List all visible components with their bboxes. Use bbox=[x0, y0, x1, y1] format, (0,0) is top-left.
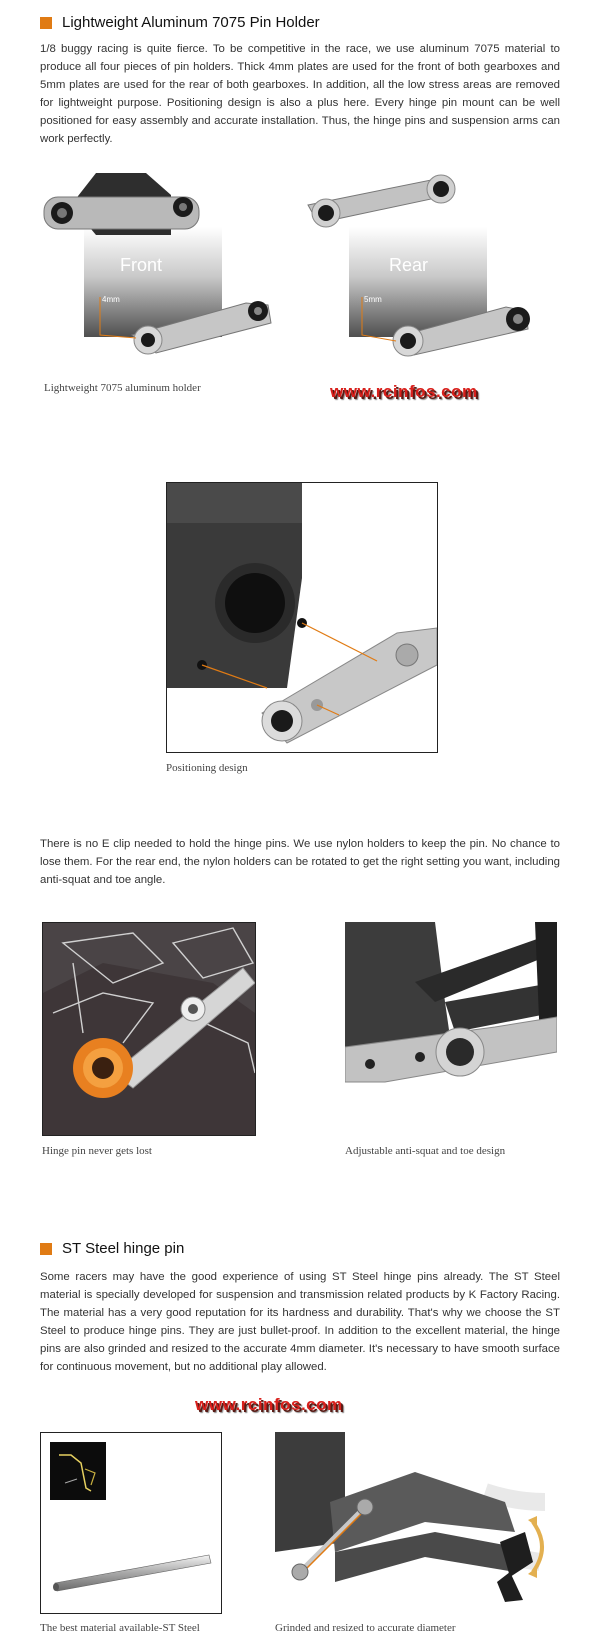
section-heading-pin-holder bbox=[40, 14, 320, 31]
holder-parts-drawing bbox=[36, 165, 556, 365]
orange-bullet-icon bbox=[40, 17, 52, 29]
nylon-holder-paragraph: There is no E clip needed to hold the hinge pins. We use nylon holders to keep the pin. No chance to lose them. For the rear end, the nylon holders can be rotated to get the right setting you want, including anti-squat and toe angle. bbox=[40, 838, 560, 886]
front-size-label: 4mm bbox=[102, 295, 120, 304]
steel-pin-image bbox=[40, 1432, 222, 1614]
steel-pin-paragraph: Some racers may have the good experience of using ST Steel hinge pins already. The ST Steel material is specially developed for suspension and transmission related products by K Factory Racing. The material has a very good reputation for its hardness and durability. That's why we choose the ST Steel to produce hinge pins. They are just bullet-proof. In addition to the excellent material, the hinge pins are also grinded and resized to the accurate 4mm diameter. It's necessary to have smooth surface for continuous movement, but no additional play allowed. bbox=[40, 1271, 560, 1373]
suspension-arm-drawing bbox=[275, 1432, 575, 1612]
rear-size-label: 5mm bbox=[364, 295, 382, 304]
holder-product-image bbox=[36, 165, 556, 365]
pin-holder-paragraph: 1/8 buggy racing is quite fierce. To be competitive in the race, we use aluminum 7075 material to produce all four pieces of pin holders. Thick 4mm plates are used for the front of both gearboxes and 5mm plates are used for the rear of both gearboxes. In addition, all the low stress areas are removed for lightweight purpose. Positioning design is also a plus here. Every hinge pin mount can be well positioned for easy assembly and accurate installation. Thus, the hinge pins and suspension arms can work perfectly. bbox=[40, 43, 560, 145]
watermark-1: www.rcinfos.com bbox=[330, 382, 478, 401]
front-label: Front bbox=[120, 255, 163, 275]
steel-pin-drawing bbox=[41, 1433, 221, 1613]
hinge-pin-drawing bbox=[43, 923, 255, 1135]
orange-bullet-icon bbox=[40, 1243, 52, 1255]
anti-squat-drawing bbox=[345, 922, 557, 1102]
wire-icon-box bbox=[50, 1442, 106, 1500]
positioning-caption: Positioning design bbox=[166, 762, 248, 774]
holder-caption: Lightweight 7075 aluminum holder bbox=[44, 382, 201, 394]
steel-pin-caption: The best material available-ST Steel bbox=[40, 1622, 200, 1634]
anti-squat-caption: Adjustable anti-squat and toe design bbox=[345, 1145, 506, 1157]
rear-label: Rear bbox=[389, 255, 429, 275]
suspension-arm-caption: Grinded and resized to accurate diameter bbox=[275, 1622, 456, 1634]
section-heading-steel-pin bbox=[40, 1240, 184, 1257]
watermark-2: www.rcinfos.com bbox=[195, 1395, 343, 1414]
hinge-pin-illustration bbox=[42, 922, 256, 1136]
suspension-arm-image bbox=[275, 1432, 575, 1612]
section-heading-text: ST Steel hinge pin bbox=[62, 1240, 185, 1257]
section-heading-text: Lightweight Aluminum 7075 Pin Holder bbox=[62, 14, 320, 31]
hinge-pin-caption: Hinge pin never gets lost bbox=[42, 1145, 152, 1157]
positioning-drawing bbox=[167, 483, 437, 752]
positioning-image bbox=[166, 482, 438, 753]
anti-squat-photo bbox=[345, 922, 557, 1102]
